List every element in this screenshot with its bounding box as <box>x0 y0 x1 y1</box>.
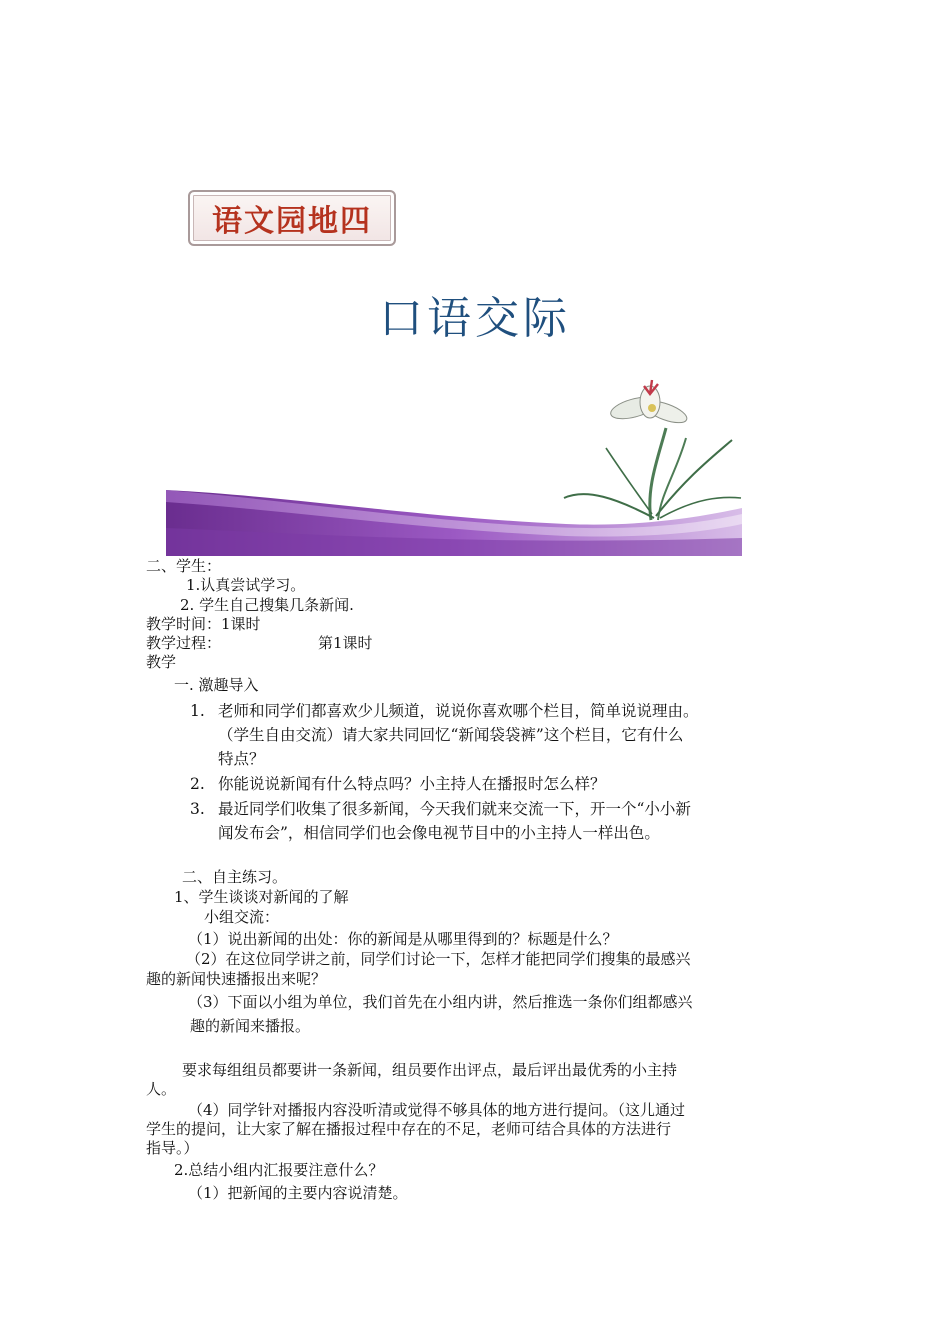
list-item <box>190 699 830 771</box>
paragraph-1: （1）说出新闻的出处：你的新闻是从哪里得到的？标题是什么？ <box>188 930 618 948</box>
requirement-line-2: 人。 <box>146 1080 177 1098</box>
list-item-line: 特点？ <box>218 750 265 768</box>
list-item-line: 你能说说新闻有什么特点吗？小主持人在播报时怎么样？ <box>218 775 606 793</box>
list-item-line: 闻发布会”，相信同学们也会像电视节目中的小主持人一样出色。 <box>218 824 660 842</box>
teaching-label: 教学 <box>146 653 177 671</box>
list-item-number: 1. <box>190 702 205 720</box>
list-item-line: （学生自由交流）请大家共同回忆“新闻袋袋裤”这个栏目，它有什么 <box>218 726 684 744</box>
paragraph-2-line-1: （2）在这位同学讲之前，同学们讨论一下，怎样才能把同学们搜集的最感兴 <box>186 950 691 968</box>
list-item-line: 老师和同学们都喜欢少儿频道，说说你喜欢哪个栏目，简单说说理由。 <box>218 702 699 720</box>
students-item-1: 1.认真尝试学习。 <box>186 576 306 594</box>
group-exchange-label: 小组交流： <box>204 908 280 926</box>
teaching-time: 教学时间：1课时 <box>146 615 261 633</box>
paragraph-3-line-2: 趣的新闻来播报。 <box>190 1017 311 1035</box>
paragraph-2-line-2: 趣的新闻快速播报出来呢？ <box>146 970 327 988</box>
list-item-number: 2. <box>190 775 205 793</box>
banner-title: 语文园地四 <box>212 204 372 239</box>
teaching-process-label: 教学过程： <box>146 634 222 652</box>
students-heading: 二、学生： <box>146 557 222 575</box>
section-2-heading: 二、自主练习。 <box>182 868 288 886</box>
page-title: 口语交际 <box>379 293 571 344</box>
paragraph-3-line-1: （3）下面以小组为单位，我们首先在小组内讲，然后推选一条你们组都感兴 <box>188 993 693 1011</box>
section-1-heading: 一. 激趣导入 <box>174 676 259 694</box>
teaching-process-session: 第1课时 <box>318 634 373 652</box>
paragraph-4-line-2: 学生的提问，让大家了解在播报过程中存在的不足，老师可结合具体的方法进行 <box>146 1120 672 1138</box>
sub-2-paragraph-1: （1）把新闻的主要内容说清楚。 <box>188 1184 408 1202</box>
section-2-sub-2: 2.总结小组内汇报要注意什么？ <box>174 1161 384 1179</box>
students-item-2: 2. 学生自己搜集几条新闻. <box>180 596 354 614</box>
list-item <box>190 772 830 796</box>
section-2-sub-1: 1、学生谈谈对新闻的了解 <box>174 888 349 906</box>
list-item-number: 3. <box>190 800 205 818</box>
paragraph-4-line-3: 指导。） <box>146 1139 199 1157</box>
decorative-orchid-illustration <box>166 378 742 556</box>
list-item <box>190 797 830 845</box>
section-banner <box>188 190 396 246</box>
paragraph-4-line-1: （4）同学针对播报内容没听清或觉得不够具体的地方进行提问。（这儿通过 <box>188 1101 686 1119</box>
requirement-line-1: 要求每组组员都要讲一条新闻，组员要作出评点，最后评出最优秀的小主持 <box>182 1061 678 1079</box>
list-item-line: 最近同学们收集了很多新闻，今天我们就来交流一下，开一个“小小新 <box>218 800 691 818</box>
